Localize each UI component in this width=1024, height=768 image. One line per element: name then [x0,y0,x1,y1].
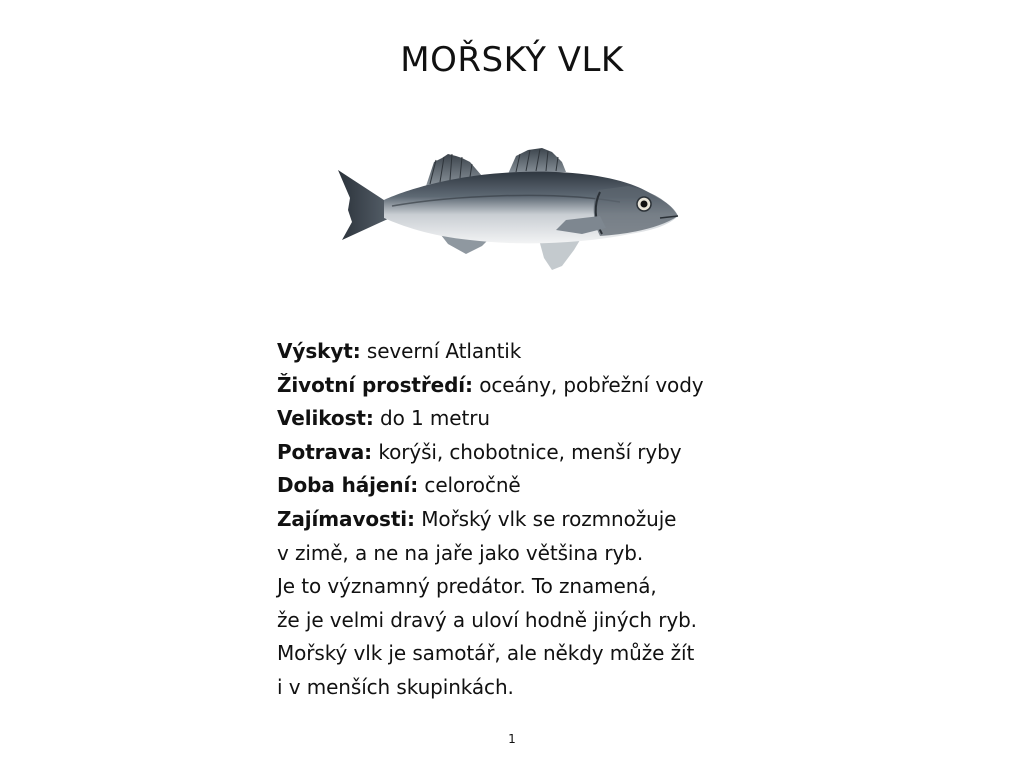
sea-bass-illustration [330,140,690,280]
text-line: Je to významný predátor. To znamená, [277,574,657,599]
fact-habitat [277,369,797,403]
fact-closed-season [277,469,797,503]
text-line: že je velmi dravý a uloví hodně jiných ryb. [277,607,697,632]
text-line: Mořský vlk je samotář, ale někdy může žít [277,641,695,666]
fact-label: Velikost: [277,406,374,431]
fact-label: Zajímavosti: [277,506,415,531]
page-title: MOŘSKÝ VLK [400,40,624,80]
fact-food [277,436,797,470]
fact-value: do 1 metru [373,406,490,431]
fact-label: Potrava: [277,439,373,464]
fact-value: celoročně [418,473,521,498]
fact-value: korýši, chobotnice, menší ryby [372,439,682,464]
text-line: i v menších skupinkách. [277,674,514,699]
sea-bass-icon [330,140,690,280]
fact-interesting-facts [277,503,797,537]
text-line: v zimě, a ne na jaře jako většina ryb. [277,540,644,565]
fact-label: Doba hájení: [277,473,419,498]
fact-size [277,402,797,436]
fact-value: Mořský vlk se rozmnožuje [414,506,677,531]
fact-label: Životní prostředí: [277,372,473,397]
page-number: 1 [508,732,516,746]
fact-value: severní Atlantik [360,339,522,363]
fact-occurrence [277,335,797,369]
fact-label: Výskyt: [277,339,361,363]
fact-value: oceány, pobřežní vody [472,372,704,397]
fish-info-text [277,335,797,705]
